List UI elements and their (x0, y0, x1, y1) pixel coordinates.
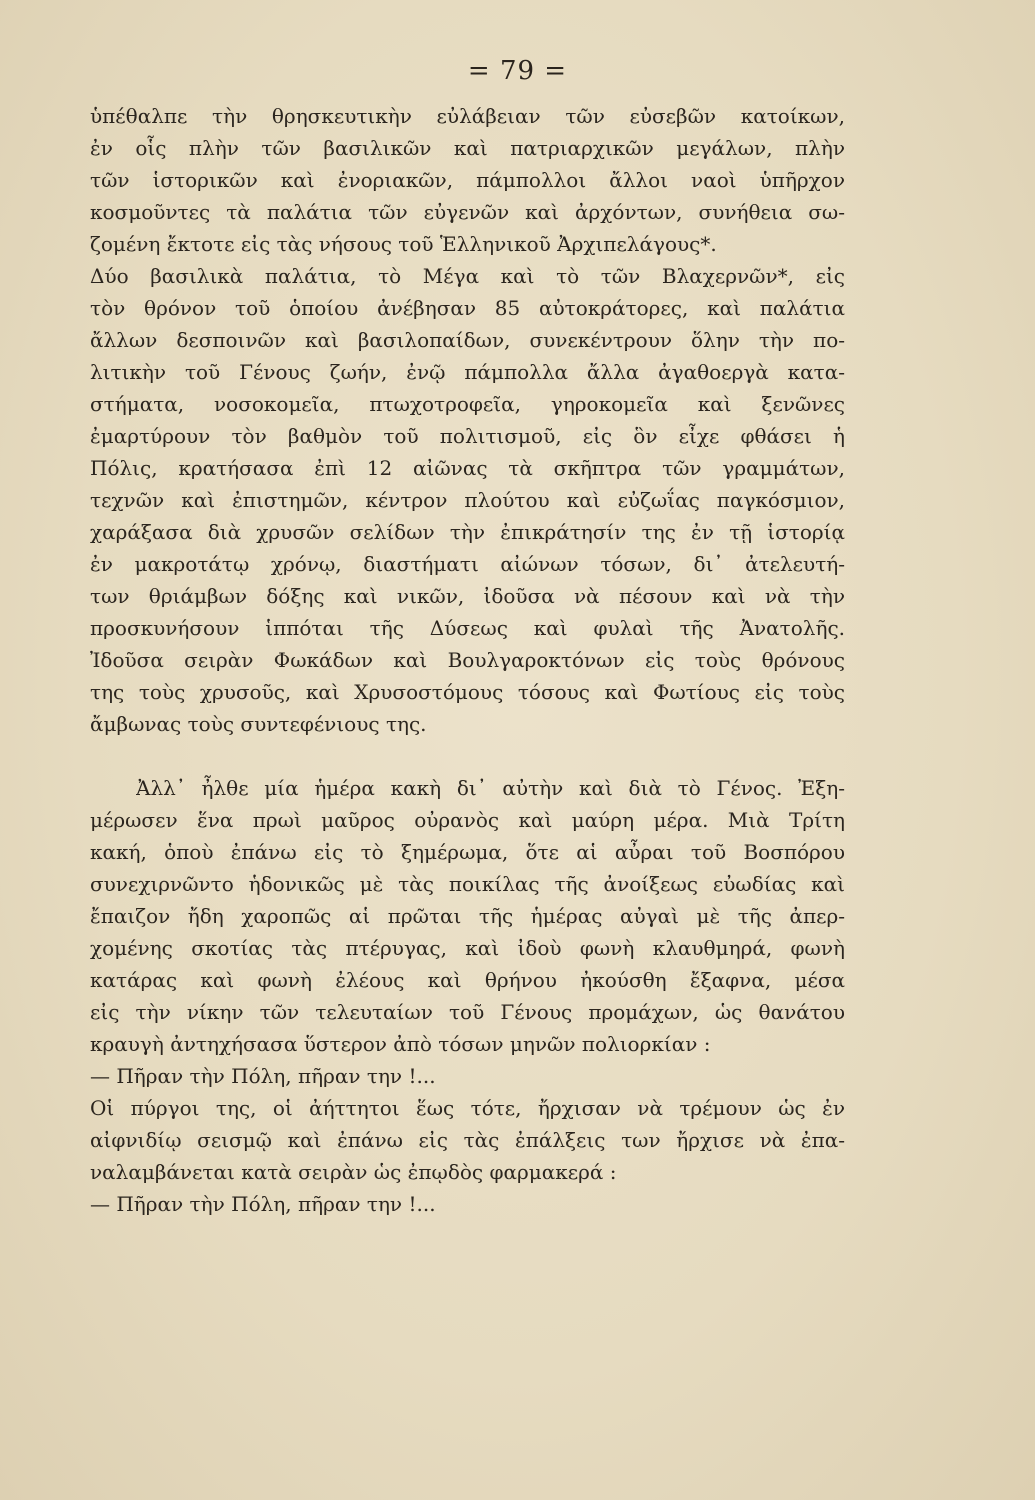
text-line: στήματα, νοσοκομεῖα, πτωχοτροφεῖα, γηροκομεῖα καὶ ξενῶνες (90, 392, 845, 416)
text-line: λιτικὴν τοῦ Γένους ζωήν, ἐνῷ πάμπολλα ἄλλα ἀγαθοεργὰ κατα- (90, 360, 845, 384)
text-line: αἰφνιδίῳ σεισμῷ καὶ ἐπάνω εἰς τὰς ἐπάλξεις των ἤρχισε νὰ ἐπα- (90, 1128, 845, 1152)
text-line: ἔπαιζον ἤδη χαροπῶς αἱ πρῶται τῆς ἡμέρας αὐγαὶ μὲ τῆς ἀπερ- (90, 904, 845, 928)
text-line: των θριάμβων δόξης καὶ νικῶν, ἰδοῦσα νὰ πέσουν καὶ νὰ τὴν (90, 584, 845, 608)
text-line: κακή, ὁποὺ ἐπάνω εἰς τὸ ξημέρωμα, ὅτε αἱ αὖραι τοῦ Βοσπόρου (90, 840, 845, 864)
text-line: Ἀλλ᾽ ἦλθε μία ἡμέρα κακὴ δι᾽ αὐτὴν καὶ διὰ τὸ Γένος. Ἐξη- (136, 776, 845, 800)
page-number: = 79 = (467, 56, 568, 86)
text-line: κραυγὴ ἀντηχήσασα ὕστερον ἀπὸ τόσων μηνῶν πολιορκίαν : (90, 1032, 711, 1056)
text-line: — Πῆραν τὴν Πόλη, πῆραν την !... (90, 1064, 436, 1088)
text-line: ζομένη ἔκτοτε εἰς τὰς νήσους τοῦ Ἑλληνικοῦ Ἀρχιπελάγους*. (90, 232, 717, 256)
text-line: τῶν ἱστορικῶν καὶ ἐνοριακῶν, πάμπολλοι ἄλλοι ναοὶ ὑπῆρχον (90, 168, 845, 192)
text-line: — Πῆραν τὴν Πόλη, πῆραν την !... (90, 1192, 436, 1216)
text-line: εἰς τὴν νίκην τῶν τελευταίων τοῦ Γένους προμάχων, ὡς θανάτου (90, 1000, 845, 1024)
text-line: ἐν μακροτάτῳ χρόνῳ, διαστήματι αἰώνων τόσων, δι᾽ ἀτελευτή- (90, 552, 845, 576)
text-line: προσκυνήσουν ἱππόται τῆς Δύσεως καὶ φυλαὶ τῆς Ἀνατολῆς. (90, 616, 845, 640)
text-line: μέρωσεν ἕνα πρωὶ μαῦρος οὐρανὸς καὶ μαύρη μέρα. Μιὰ Τρίτη (90, 808, 845, 832)
text-line: ὑπέθαλπε τὴν θρησκευτικὴν εὐλάβειαν τῶν εὐσεβῶν κατοίκων, (90, 104, 845, 128)
text-line: χαράξασα διὰ χρυσῶν σελίδων τὴν ἐπικράτησίν της ἐν τῇ ἱστορίᾳ (90, 520, 845, 544)
text-line: κοσμοῦντες τὰ παλάτια τῶν εὐγενῶν καὶ ἀρχόντων, συνήθεια σω- (90, 200, 845, 224)
text-line: της τοὺς χρυσοῦς, καὶ Χρυσοστόμους τόσους καὶ Φωτίους εἰς τοὺς (90, 680, 845, 704)
text-line: ἄμβωνας τοὺς συντεφένιους της. (90, 712, 427, 736)
text-line: ναλαμβάνεται κατὰ σειρὰν ὡς ἐπῳδὸς φαρμακερά : (90, 1160, 617, 1184)
text-line: ἄλλων δεσποινῶν καὶ βασιλοπαίδων, συνεκέντρουν ὅλην τὴν πο- (90, 328, 845, 352)
text-line: ἐν οἷς πλὴν τῶν βασιλικῶν καὶ πατριαρχικῶν μεγάλων, πλὴν (90, 136, 845, 160)
text-line: ἐμαρτύρουν τὸν βαθμὸν τοῦ πολιτισμοῦ, εἰς ὃν εἶχε φθάσει ἡ (90, 424, 845, 448)
text-line: τὸν θρόνον τοῦ ὁποίου ἀνέβησαν 85 αὐτοκράτορες, καὶ παλάτια (90, 296, 845, 320)
text-line: τεχνῶν καὶ ἐπιστημῶν, κέντρον πλούτου καὶ εὐζωΐας παγκόσμιον, (90, 488, 845, 512)
text-line: συνεχιρνῶντο ἡδονικῶς μὲ τὰς ποικίλας τῆς ἀνοίξεως εὐωδίας καὶ (90, 872, 845, 896)
text-line: Οἱ πύργοι της, οἱ ἀήττητοι ἕως τότε, ἤρχισαν νὰ τρέμουν ὡς ἐν (90, 1096, 845, 1120)
text-line: Ἰδοῦσα σειρὰν Φωκάδων καὶ Βουλγαροκτόνων εἰς τοὺς θρόνους (90, 648, 845, 672)
text-line: χομένης σκοτίας τὰς πτέρυγας, καὶ ἰδοὺ φωνὴ κλαυθμηρά, φωνὴ (90, 936, 845, 960)
text-line: Πόλις, κρατήσασα ἐπὶ 12 αἰῶνας τὰ σκῆπτρα τῶν γραμμάτων, (90, 456, 845, 480)
text-line: κατάρας καὶ φωνὴ ἐλέους καὶ θρήνου ἠκούσθη ἔξαφνα, μέσα (90, 968, 845, 992)
text-line: Δύο βασιλικὰ παλάτια, τὸ Μέγα καὶ τὸ τῶν Βλαχερνῶν*, εἰς (90, 264, 845, 288)
